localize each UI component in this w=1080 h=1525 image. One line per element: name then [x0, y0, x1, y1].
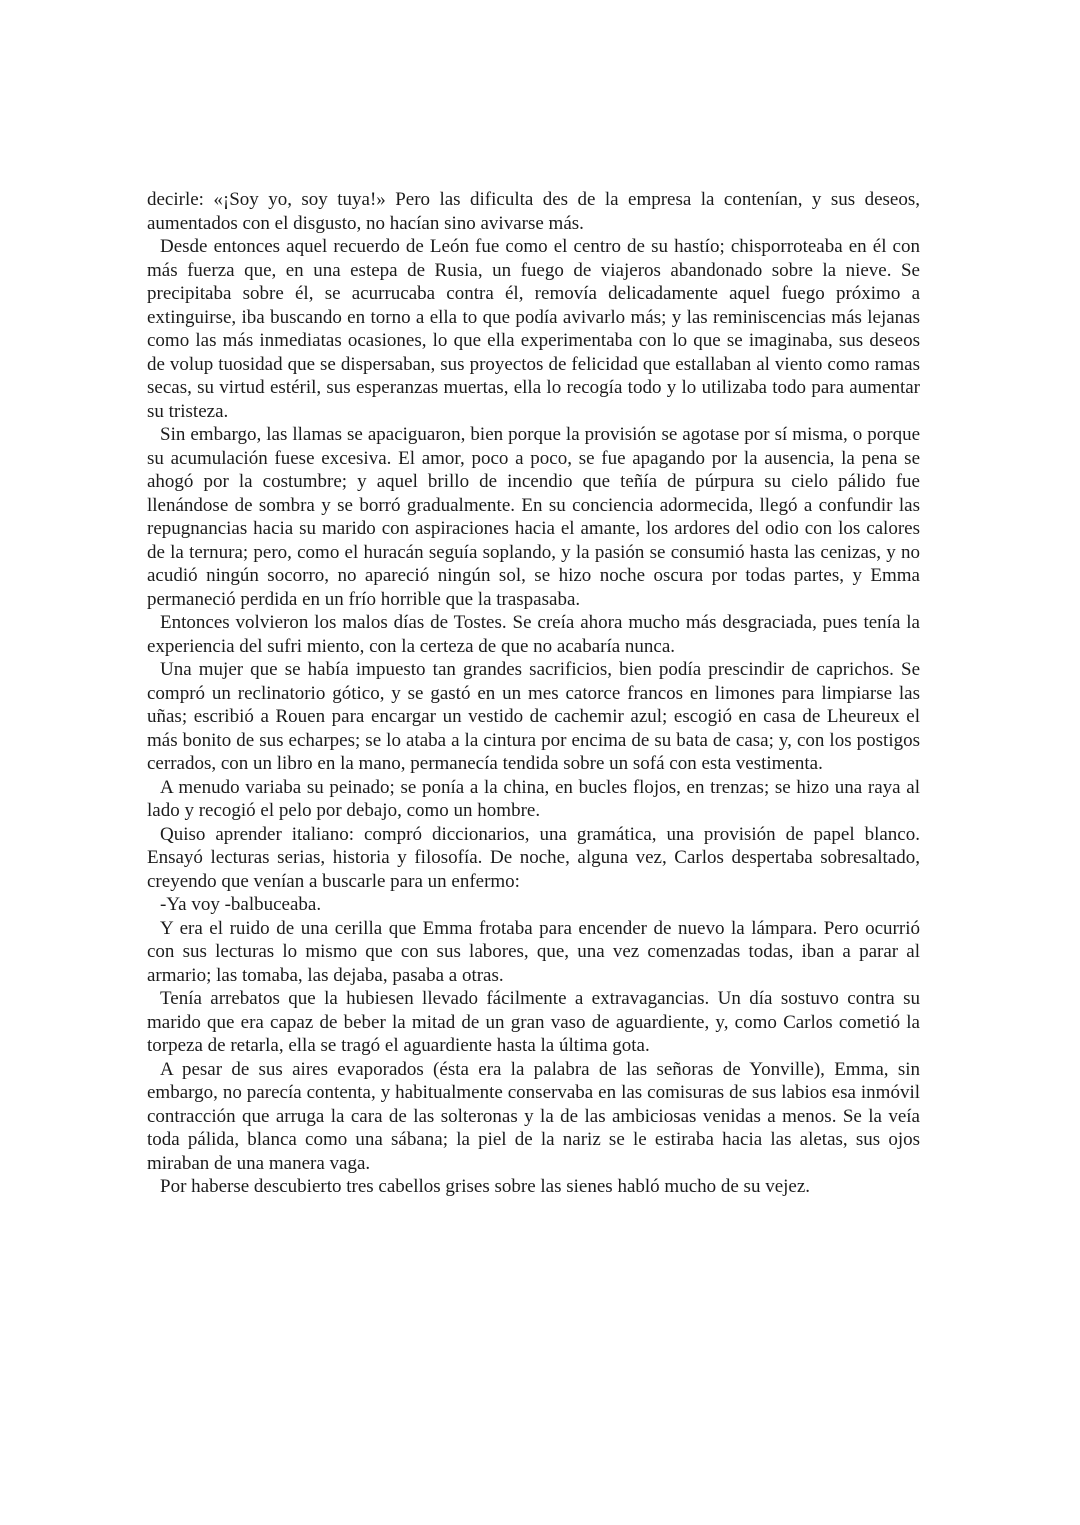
text-block: [147, 188, 920, 1199]
paragraph: A menudo variaba su peinado; se ponía a la china, en bucles flojos, en trenzas; se hizo una raya al lado y recogió el pelo por debajo, como un hombre.: [147, 776, 920, 821]
paragraph: decirle: «¡Soy yo, soy tuya!» Pero las dificulta des de la empresa la contenían, y sus deseos, aumentados con el disgusto, no hacían sino avivarse más.: [147, 189, 920, 234]
paragraph: -Ya voy -balbuceaba.: [160, 894, 322, 915]
paragraph: Sin embargo, las llamas se apaciguaron, bien porque la provisión se agotase por sí misma, o porque su acumulación fuese excesiva. El amor, poco a poco, se fue apagando por la ausencia, la pena se ahogó por la costumbre; y aquel brillo de incendio que teñía de púrpura su cielo pálido fue llenándose de sombra y se borró gradualmente. En su conciencia adormecida, llegó a confundir las repugnancias hacia su marido con aspiraciones hacia el amante, los ardores del odio con los calores de la ternura; pero, como el huracán seguía soplando, y la pasión se consumió hasta las cenizas, y no acudió ningún socorro, no apareció ningún sol, se hizo noche oscura por todas partes, y Emma permaneció perdida en un frío horrible que la traspasaba.: [147, 424, 920, 610]
paragraph: Una mujer que se había impuesto tan grandes sacrificios, bien podía prescindir de caprichos. Se compró un reclinatorio gótico, y se gastó en un mes catorce francos en limones para limpiarse las uñas; escribió a Rouen para encargar un vestido de cachemir azul; escogió en casa de Lheureux el más bonito de sus echarpes; se lo ataba a la cintura por encima de su bata de casa; y, con los postigos cerrados, con un libro en la mano, permanecía tendida sobre un sofá con esta vestimenta.: [147, 659, 920, 774]
paragraph: Y era el ruido de una cerilla que Emma frotaba para encender de nuevo la lámpara. Pero ocurrió con sus lecturas lo mismo que con sus labores, que, una vez comenzadas todas, iban a parar al armario; las tomaba, las dejaba, pasaba a otras.: [147, 917, 920, 986]
paragraph: Quiso aprender italiano: compró diccionarios, una gramática, una provisión de papel blanco. Ensayó lecturas serias, historia y filosofía. De noche, alguna vez, Carlos despertaba sobresaltado, creyendo que venían a buscarle para un enfermo:: [147, 823, 920, 892]
paragraph: Tenía arrebatos que la hubiesen llevado fácilmente a extravagancias. Un día sostuvo contra su marido que era capaz de beber la mitad de un gran vaso de aguardiente, y, como Carlos cometió la torpeza de retarla, ella se tragó el aguardiente hasta la última gota.: [147, 988, 920, 1056]
paragraph: A pesar de sus aires evaporados (ésta era la palabra de las señoras de Yonville), Emma, sin embargo, no parecía contenta, y habitualmente conservaba en las comisuras de sus labios esa inmóvil contracción que arruga la cara de las solteronas y la de las ambiciosas venidas a menos. Se la veía toda pálida, blanca como una sábana; la piel de la nariz se le estiraba hacia las aletas, sus ojos miraban de una manera vaga.: [147, 1058, 920, 1174]
paragraph: Desde entonces aquel recuerdo de León fue como el centro de su hastío; chisporroteaba en él con más fuerza que, en una estepa de Rusia, un fuego de viajeros abandonado sobre la nieve. Se precipitaba sobre él, se acurrucaba contra él, removía delicadamente aquel fuego próximo a extinguirse, iba buscando en torno a ella to que podía avivarlo más; y las reminiscencias más lejanas como las más inmediatas ocasiones, lo que ella experimentaba con lo que se imaginaba, sus deseos de volup tuosidad que se dispersaban, sus proyectos de felicidad que estallaban al viento como ramas secas, su virtud estéril, sus esperanzas muertas, ella lo recogía todo y lo utilizaba todo para aumentar su tristeza.: [147, 236, 920, 422]
paragraph: Entonces volvieron los malos días de Tostes. Se creía ahora mucho más desgraciada, pues tenía la experiencia del sufri miento, con la certeza de que no acabaría nunca.: [147, 612, 920, 657]
paragraph: Por haberse descubierto tres cabellos grises sobre las sienes habló mucho de su vejez.: [160, 1176, 811, 1197]
